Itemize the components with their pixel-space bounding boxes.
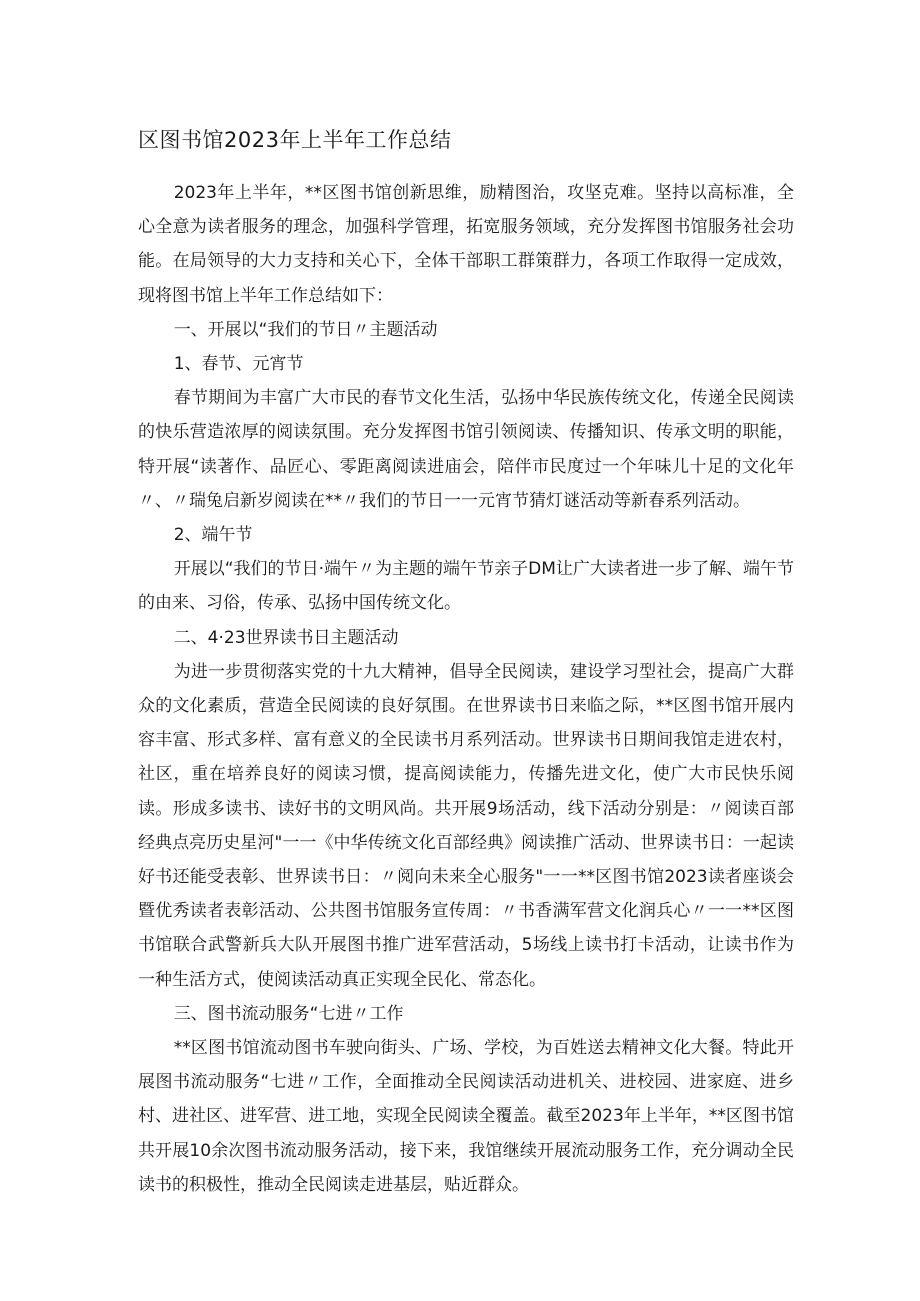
subsection-heading-dragon-boat: 2、端午节 [173, 525, 253, 546]
section-heading-3: 三、图书流动服务“七进〃工作 [173, 1003, 404, 1024]
paragraph-mobile-library: **区图书馆流动图书车驶向街头、广场、学校，为百姓送去精神文化大餐。特此开展图书流动服务“七进〃工作，全面推动全民阅读活动进机关、进校园、进家庭、进乡村、进社区、进军营、进工地，实现全民阅读全覆盖。截至2023年上半年，**区图书馆共开展10余次图书流动服务活动，接下来，我馆继续开展流动服务工作，充分调动全民读书的积极性，推动全民阅读走进基层，贴近群众。 [138, 1038, 794, 1195]
section-heading-1: 一、开展以“我们的节日〃主题活动 [173, 319, 438, 340]
paragraph-spring-festival: 春节期间为丰富广大市民的春节文化生活，弘扬中华民族传统文化，传递全民阅读的快乐营造浓厚的阅读氛围。充分发挥图书馆引领阅读、传播知识、传承文明的职能，特开展“读著作、品匠心、零距离阅读进庙会，陪伴市民度过一个年味儿十足的文化年〃、〃瑞兔启新岁阅读在**〃我们的节日一一元宵节猜灯谜活动等新春系列活动。 [138, 388, 794, 511]
document-title: 区图书馆2023年上半年工作总结 [138, 128, 452, 152]
paragraph-world-book-day: 为进一步贯彻落实党的十九大精神，倡导全民阅读，建设学习型社会，提高广大群众的文化素质，营造全民阅读的良好氛围。在世界读书日来临之际，**区图书馆开展内容丰富、形式多样、富有意义的全民读书月系列活动。世界读书日期间我馆走进农村，社区，重在培养良好的阅读习惯，提高阅读能力，传播先进文化，使广大市民快乐阅读。形成多读书、读好书的文明风尚。共开展9场活动，线下活动分别是：〃阅读百部经典点亮历史星河"一一《中华传统文化百部经典》阅读推广活动、世界读书日：一起读好书还能受表彰、世界读书日：〃阅向未来全心服务"一一**区图书馆2023读者座谈会暨优秀读者表彰活动、公共图书馆服务宣传周：〃书香满军营文化润兵心〃一一**区图书馆联合武警新兵大队开展图书推广进军营活动，5场线上读书打卡活动，让读书作为一种生活方式，使阅读活动真正实现全民化、常态化。 [138, 661, 794, 990]
subsection-heading-spring-festival: 1、春节、元宵节 [173, 354, 304, 375]
document-body [138, 176, 794, 1202]
section-heading-2: 二、4·23世界读书日主题活动 [173, 627, 399, 648]
intro-paragraph: 2023年上半年，**区图书馆创新思维，励精图治，攻坚克难。坚持以高标准，全心全意为读者服务的理念，加强科学管理，拓宽服务领域，充分发挥图书馆服务社会功能。在局领导的大力支持和关心下，全体干部职工群策群力，各项工作取得一定成效，现将图书馆上半年工作总结如下： [138, 183, 794, 306]
paragraph-dragon-boat: 开展以“我们的节日·端午〃为主题的端午节亲子DM让广大读者进一步了解、端午节的由来、习俗，传承、弘扬中国传统文化。 [138, 559, 794, 614]
